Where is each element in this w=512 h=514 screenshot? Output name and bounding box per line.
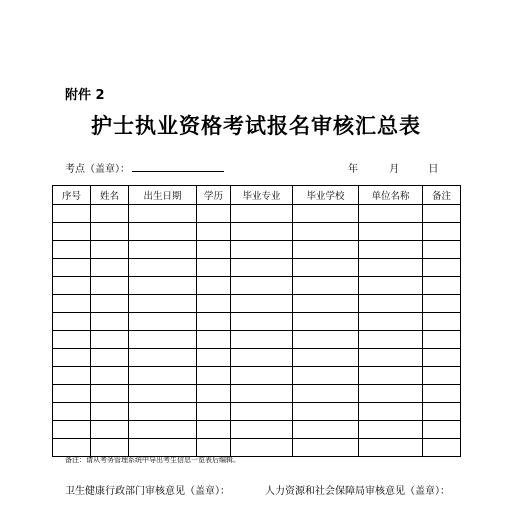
table-row: [53, 349, 461, 367]
table-cell[interactable]: [91, 331, 129, 349]
table-cell[interactable]: [423, 367, 461, 385]
table-row: [53, 223, 461, 241]
column-header-education: 学历: [197, 186, 231, 205]
exam-site-label: 考点（盖章）：: [65, 164, 130, 175]
table-cell[interactable]: [359, 331, 423, 349]
table-cell[interactable]: [293, 349, 359, 367]
date-month-label: 月: [389, 164, 400, 175]
table-row: [53, 313, 461, 331]
table-cell[interactable]: [91, 367, 129, 385]
table-row: [53, 421, 461, 439]
table-cell[interactable]: [129, 295, 197, 313]
hr-bureau-opinion-label: 人力资源和社会保障局审核意见（盖章）：: [265, 486, 450, 497]
table-cell[interactable]: [129, 367, 197, 385]
table-cell[interactable]: [293, 367, 359, 385]
table-cell[interactable]: [231, 439, 293, 457]
table-cell[interactable]: [197, 403, 231, 421]
table-cell[interactable]: [129, 205, 197, 223]
table-cell[interactable]: [197, 205, 231, 223]
table-cell[interactable]: [293, 277, 359, 295]
table-cell[interactable]: [197, 367, 231, 385]
table-cell[interactable]: [359, 439, 423, 457]
table-cell[interactable]: [231, 331, 293, 349]
table-cell[interactable]: [129, 241, 197, 259]
table-cell[interactable]: [129, 385, 197, 403]
table-row: [53, 385, 461, 403]
table-cell[interactable]: [359, 403, 423, 421]
table-cell[interactable]: [53, 403, 91, 421]
table-row: [53, 367, 461, 385]
table-cell[interactable]: [423, 439, 461, 457]
table-cell[interactable]: [231, 385, 293, 403]
table-cell[interactable]: [129, 259, 197, 277]
table-cell[interactable]: [293, 439, 359, 457]
date-year-label: 年: [348, 164, 358, 175]
table-cell[interactable]: [293, 331, 359, 349]
table-cell[interactable]: [359, 421, 423, 439]
table-cell[interactable]: [91, 223, 129, 241]
table-cell[interactable]: [91, 295, 129, 313]
table-cell[interactable]: [231, 259, 293, 277]
table-cell[interactable]: [293, 385, 359, 403]
table-cell[interactable]: [293, 259, 359, 277]
table-body: [53, 205, 461, 457]
table-cell[interactable]: [53, 277, 91, 295]
table-cell[interactable]: [423, 295, 461, 313]
table-cell[interactable]: [129, 223, 197, 241]
table-cell[interactable]: [53, 331, 91, 349]
table-cell[interactable]: [231, 349, 293, 367]
column-header-name: 姓名: [91, 186, 129, 205]
table-cell[interactable]: [91, 241, 129, 259]
table-cell[interactable]: [91, 385, 129, 403]
table-cell[interactable]: [129, 403, 197, 421]
table-row: [53, 403, 461, 421]
table-cell[interactable]: [197, 223, 231, 241]
table-cell[interactable]: [359, 367, 423, 385]
table-cell[interactable]: [231, 241, 293, 259]
table-cell[interactable]: [53, 313, 91, 331]
exam-site-blank-line: [132, 162, 224, 172]
table-cell[interactable]: [53, 367, 91, 385]
table-cell[interactable]: [423, 403, 461, 421]
table-cell[interactable]: [231, 367, 293, 385]
exam-site-field: [65, 160, 224, 175]
table-cell[interactable]: [53, 385, 91, 403]
table-cell[interactable]: [197, 277, 231, 295]
column-header-birthdate: 出生日期: [129, 186, 197, 205]
table-cell[interactable]: [293, 205, 359, 223]
table-cell[interactable]: [197, 349, 231, 367]
table-cell[interactable]: [197, 295, 231, 313]
table-row: [53, 277, 461, 295]
table-cell[interactable]: [53, 349, 91, 367]
table-cell[interactable]: [53, 259, 91, 277]
table-cell[interactable]: [91, 205, 129, 223]
table-cell[interactable]: [423, 421, 461, 439]
table-cell[interactable]: [423, 313, 461, 331]
column-header-remarks: 备注: [423, 186, 461, 205]
table-cell[interactable]: [423, 331, 461, 349]
table-row: [53, 259, 461, 277]
table-row: [53, 295, 461, 313]
table-cell[interactable]: [197, 313, 231, 331]
table-cell[interactable]: [91, 313, 129, 331]
table-cell[interactable]: [197, 331, 231, 349]
table-cell[interactable]: [231, 421, 293, 439]
table-cell[interactable]: [129, 313, 197, 331]
table-cell[interactable]: [231, 313, 293, 331]
column-header-major: 毕业专业: [231, 186, 293, 205]
table-cell[interactable]: [197, 241, 231, 259]
column-header-employer: 单位名称: [359, 186, 423, 205]
table-cell[interactable]: [129, 421, 197, 439]
table-cell[interactable]: [91, 403, 129, 421]
table-cell[interactable]: [359, 223, 423, 241]
table-cell[interactable]: [129, 439, 197, 457]
table-cell[interactable]: [359, 295, 423, 313]
table-cell[interactable]: [359, 349, 423, 367]
table-cell[interactable]: [129, 331, 197, 349]
table-cell[interactable]: [53, 241, 91, 259]
table-cell[interactable]: [359, 205, 423, 223]
table-cell[interactable]: [91, 439, 129, 457]
table-row: [53, 241, 461, 259]
table-cell[interactable]: [293, 313, 359, 331]
table-cell[interactable]: [359, 241, 423, 259]
date-day-label: 日: [428, 164, 439, 175]
table-cell[interactable]: [423, 349, 461, 367]
table-row: [53, 439, 461, 457]
table-cell[interactable]: [293, 421, 359, 439]
table-cell[interactable]: [423, 205, 461, 223]
table-row: [53, 205, 461, 223]
table-cell[interactable]: [53, 295, 91, 313]
table-cell[interactable]: [91, 259, 129, 277]
table-cell[interactable]: [53, 223, 91, 241]
table-cell[interactable]: [359, 277, 423, 295]
table-cell[interactable]: [91, 277, 129, 295]
table-cell[interactable]: [423, 223, 461, 241]
table-cell[interactable]: [423, 259, 461, 277]
table-cell[interactable]: [53, 439, 91, 457]
summary-table: [52, 185, 461, 457]
table-cell[interactable]: [423, 385, 461, 403]
table-cell[interactable]: [231, 403, 293, 421]
health-dept-opinion-label: 卫生健康行政部门审核意见（盖章）：: [65, 486, 230, 497]
table-cell[interactable]: [197, 385, 231, 403]
table-cell[interactable]: [293, 403, 359, 421]
table-cell[interactable]: [197, 439, 231, 457]
column-header-school: 毕业学校: [293, 186, 359, 205]
table-header-row: [53, 186, 461, 205]
table-cell[interactable]: [53, 421, 91, 439]
table-cell[interactable]: [359, 313, 423, 331]
table-cell[interactable]: [91, 349, 129, 367]
column-header-index: 序号: [53, 186, 91, 205]
table-cell[interactable]: [293, 241, 359, 259]
page-title: 护士执业资格考试报名审核汇总表: [91, 113, 421, 138]
table-cell[interactable]: [231, 295, 293, 313]
table-cell[interactable]: [423, 277, 461, 295]
table-cell[interactable]: [91, 421, 129, 439]
table-row: [53, 331, 461, 349]
table-cell[interactable]: [293, 223, 359, 241]
table-cell[interactable]: [293, 295, 359, 313]
date-field: [348, 160, 438, 175]
table-cell[interactable]: [423, 241, 461, 259]
footnote: 备注：请从考务管理系统中导出考生信息一览表后编辑。: [65, 456, 240, 464]
table-cell[interactable]: [197, 421, 231, 439]
table-cell[interactable]: [231, 205, 293, 223]
table-cell[interactable]: [359, 385, 423, 403]
attachment-label: 附件 2: [65, 88, 105, 103]
table-cell[interactable]: [197, 259, 231, 277]
table-cell[interactable]: [129, 277, 197, 295]
table-cell[interactable]: [359, 259, 423, 277]
table-cell[interactable]: [129, 349, 197, 367]
table-cell[interactable]: [231, 223, 293, 241]
table-cell[interactable]: [53, 205, 91, 223]
table-cell[interactable]: [231, 277, 293, 295]
